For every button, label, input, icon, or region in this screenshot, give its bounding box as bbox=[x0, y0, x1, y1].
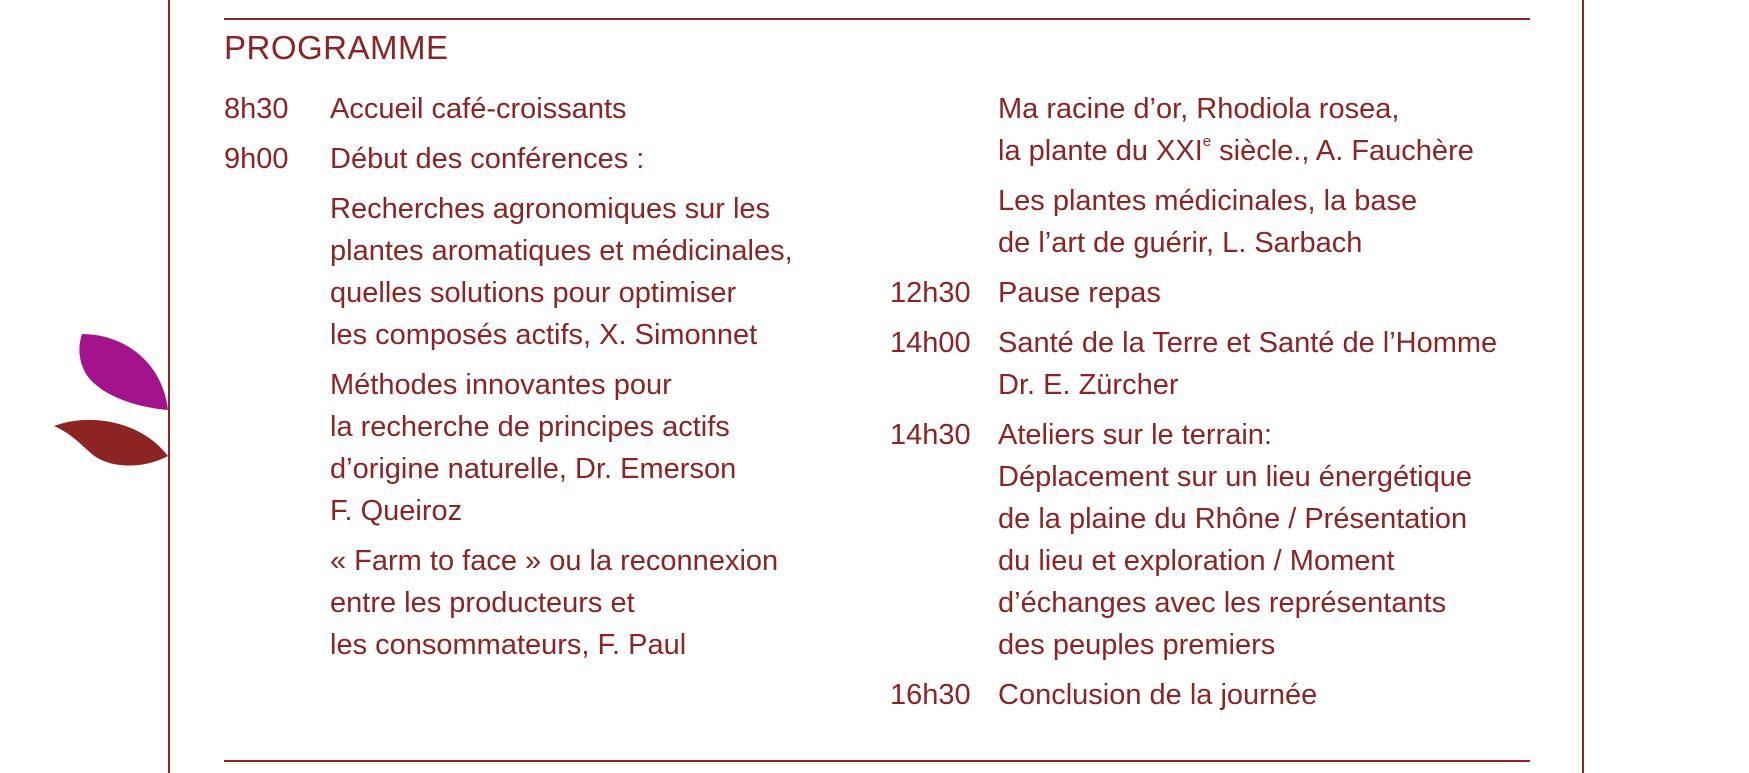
talk-entry bbox=[330, 364, 864, 532]
talk-line: la recherche de principes actifs bbox=[330, 411, 730, 443]
schedule-item bbox=[890, 272, 1550, 314]
superscript: e bbox=[1202, 133, 1212, 150]
schedule-item bbox=[890, 674, 1550, 716]
schedule-item bbox=[890, 88, 1550, 264]
talk-entry bbox=[330, 540, 864, 666]
schedule-item bbox=[890, 322, 1550, 406]
bottom-divider bbox=[224, 760, 1530, 762]
schedule-item bbox=[224, 88, 864, 130]
schedule-title: Santé de la Terre et Santé de l’Homme bbox=[998, 327, 1498, 359]
schedule-detail: Dr. E. Zürcher bbox=[998, 369, 1179, 401]
schedule-detail: de la plaine du Rhône / Présentation bbox=[998, 503, 1468, 535]
talk-line bbox=[998, 130, 1550, 172]
schedule-time: 8h30 bbox=[224, 93, 289, 125]
schedule-title: Conclusion de la journée bbox=[998, 679, 1318, 711]
schedule-item bbox=[224, 138, 864, 666]
talk-entry bbox=[998, 180, 1550, 264]
talk-line: plantes aromatiques et médicinales, bbox=[330, 235, 793, 267]
talk-line-part: siècle., A. Fauchère bbox=[1211, 135, 1474, 167]
talk-line: Ma racine d’or, Rhodiola rosea, bbox=[998, 93, 1400, 125]
schedule-detail: du lieu et exploration / Moment bbox=[998, 545, 1395, 577]
schedule-time: 12h30 bbox=[890, 277, 971, 309]
top-divider bbox=[224, 18, 1530, 20]
schedule-title: Accueil café-croissants bbox=[330, 93, 627, 125]
talk-line: Méthodes innovantes pour bbox=[330, 369, 672, 401]
talk-line: de l’art de guérir, L. Sarbach bbox=[998, 227, 1363, 259]
schedule-time: 14h30 bbox=[890, 419, 971, 451]
talk-line: entre les producteurs et bbox=[330, 587, 635, 619]
talk-line: les consommateurs, F. Paul bbox=[330, 629, 687, 661]
talk-entry bbox=[330, 188, 864, 356]
talk-line: d’origine naturelle, Dr. Emerson bbox=[330, 453, 737, 485]
talk-line-part: la plante du XXI bbox=[998, 135, 1203, 167]
magenta-leaf-icon bbox=[79, 334, 168, 410]
schedule-detail: des peuples premiers bbox=[998, 629, 1276, 661]
talk-line: quelles solutions pour optimiser bbox=[330, 277, 737, 309]
red-leaf-icon bbox=[54, 420, 168, 466]
schedule-time: 16h30 bbox=[890, 679, 971, 711]
talk-entry bbox=[998, 88, 1550, 172]
schedule-time: 9h00 bbox=[224, 143, 289, 175]
programme-left-column bbox=[224, 88, 864, 674]
schedule-item bbox=[890, 414, 1550, 666]
talk-line: « Farm to face » ou la reconnexion bbox=[330, 545, 779, 577]
schedule-time: 14h00 bbox=[890, 327, 971, 359]
leaf-decoration-icon bbox=[52, 330, 172, 480]
schedule-detail: Déplacement sur un lieu énergétique bbox=[998, 461, 1472, 493]
programme-heading: PROGRAMME bbox=[224, 29, 449, 66]
talk-line: Les plantes médicinales, la base bbox=[998, 185, 1418, 217]
schedule-title: Ateliers sur le terrain: bbox=[998, 419, 1272, 451]
talk-line: Recherches agronomiques sur les bbox=[330, 193, 771, 225]
schedule-detail: d’échanges avec les représentants bbox=[998, 587, 1447, 619]
schedule-title: Début des conférences : bbox=[330, 143, 645, 175]
programme-right-column bbox=[890, 88, 1550, 724]
talk-line: les composés actifs, X. Simonnet bbox=[330, 319, 758, 351]
talk-line: F. Queiroz bbox=[330, 495, 463, 527]
schedule-title: Pause repas bbox=[998, 277, 1161, 309]
